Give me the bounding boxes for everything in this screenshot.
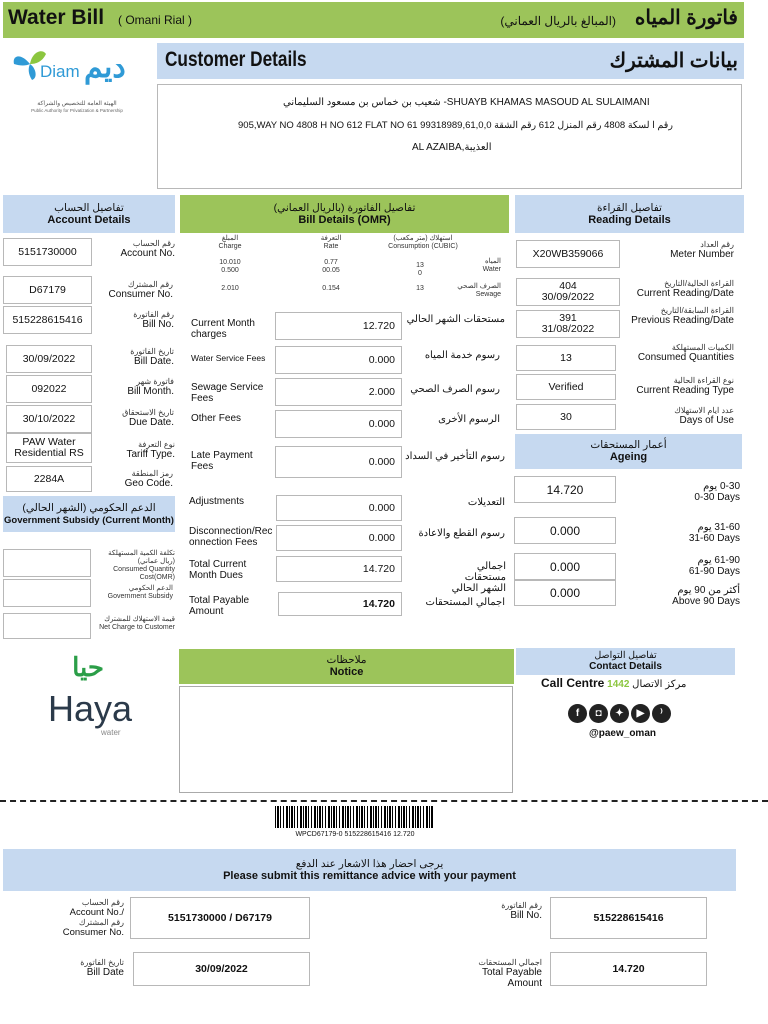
- water-rate: 0.77 00.05: [322, 259, 340, 274]
- other-fees-value: 0.000: [275, 410, 402, 438]
- contact-title-ar: تفاصيل التواصل: [594, 649, 657, 661]
- meter-number-value: X20WB359066: [516, 240, 620, 268]
- water-charge: 10.010 0.500: [219, 259, 241, 274]
- previous-reading-label: القراءة السابقة/التاريخ Previous Reading/Date: [631, 306, 734, 326]
- consumer-number-value: D67179: [3, 276, 92, 304]
- sewage-service-fees-value: 2.000: [275, 378, 402, 406]
- customer-area-line: [412, 142, 492, 153]
- remit-total-label: اجمالي المستحقات Total Payable Amount: [478, 958, 542, 989]
- disconnection-fees-label: Disconnection/Reconnection Fees: [189, 526, 273, 548]
- customer-address-line: [238, 120, 673, 131]
- remit-bill-no-value: 515228615416: [550, 897, 707, 939]
- reading-type-value: Verified: [516, 374, 616, 400]
- currency-label: ( Omani Rial ): [118, 13, 193, 27]
- customer-name-line: [283, 97, 650, 108]
- geo-code-label: رمز المنطقة Geo Code.: [124, 469, 173, 489]
- haya-logo: [3, 646, 175, 756]
- sewage-service-fees-label-ar: رسوم الصرف الصحي: [410, 384, 500, 395]
- customer-address: 905,WAY NO 4808 H NO 612 FLAT NO 61: [238, 120, 418, 131]
- meter-number-label: رقم العداد Meter Number: [670, 240, 734, 260]
- consumed-quantities-value: 13: [516, 345, 616, 371]
- consumer-number-label: رقم المشترك Consumer No.: [108, 280, 173, 300]
- disconnection-fees-value: 0.000: [276, 525, 402, 551]
- total-payable-label-ar: اجمالي المستحقات: [425, 597, 505, 608]
- ageing-header: [515, 434, 742, 469]
- instagram-icon[interactable]: ◘: [589, 704, 608, 723]
- sewage-consumption: 13: [416, 285, 424, 292]
- current-reading-value: 404 30/09/2022: [516, 278, 620, 306]
- ageing-0-30-label: 0-30 يوم 0-30 Days: [694, 481, 740, 503]
- remit-bill-date-value: 30/09/2022: [133, 952, 310, 986]
- customer-title-ar: بيانات المشترك: [609, 50, 738, 72]
- call-centre-label-ar: مركز الاتصال: [632, 679, 687, 690]
- diam-name: Diam: [40, 62, 80, 81]
- bill-col-consumption: استهلاك (متر مكعب) Consumption (CUBIC): [388, 235, 458, 250]
- bill-month-label: فاتورة شهر Bill Month.: [127, 377, 174, 397]
- diam-name-ar: ديم: [84, 51, 126, 84]
- haya-name: Haya: [47, 688, 133, 729]
- days-of-use-value: 30: [516, 404, 616, 430]
- days-of-use-label: عدد ايام الاستهلاك Days of Use: [674, 406, 734, 426]
- reading-title: Reading Details: [588, 213, 671, 226]
- subsidy-net-label: قيمة الاستهلاك للمشترك Net Charge to Customer: [99, 616, 175, 631]
- tariff-type-value: PAW Water Residential RS: [6, 433, 92, 463]
- rss-icon[interactable]: ⁾: [652, 704, 671, 723]
- bill-col-charge: المبلغ Charge: [218, 235, 242, 250]
- current-month-charges-label: Current Month charges: [191, 318, 255, 340]
- adjustments-label-ar: التعديلات: [467, 497, 505, 508]
- facebook-icon[interactable]: f: [568, 704, 587, 723]
- subsidy-title-ar: الدعم الحكومي (الشهر الحالي): [22, 501, 156, 514]
- call-centre-number[interactable]: 1442: [607, 679, 630, 690]
- remit-account-value: 5151730000 / D67179: [130, 897, 310, 939]
- remittance-title: Please submit this remittance advice with your payment: [223, 869, 516, 882]
- current-reading-label: القراءة الحالية/التاريخ Current Reading/Date: [636, 279, 734, 299]
- customer-name-ar: شعيب بن خماس بن مسعود السليماني: [283, 97, 441, 108]
- customer-title: Customer Details: [165, 48, 307, 71]
- diam-tagline: Public Authority for Privatization & Partnership: [31, 108, 123, 113]
- remit-bill-no-label: رقم الفاتورة Bill No.: [501, 901, 542, 921]
- water-consumption: 13 0: [416, 262, 424, 277]
- ageing-title-ar: أعمار المستحقات: [590, 439, 667, 451]
- bill-month-value: 092022: [6, 375, 92, 403]
- current-month-charges-value: 12.720: [275, 312, 402, 340]
- account-header: [3, 195, 175, 233]
- ageing-61-90-value: 0.000: [514, 553, 616, 580]
- subsidy-header: [3, 496, 175, 532]
- subsidy-net-value: [3, 613, 91, 639]
- contact-header: [516, 648, 735, 675]
- other-fees-label-ar: الرسوم الأخرى: [438, 414, 500, 425]
- consumed-quantities-label: الكميات المستهلكة Consumed Quantities: [637, 343, 734, 363]
- subsidy-government-value: [3, 579, 91, 607]
- customer-address-ar: رقم ا لسكة 4808 رقم المنزل 612 رقم الشقة 99318989,61,0,0: [420, 120, 673, 131]
- due-date-label: تاريخ الاستحقاق Due Date.: [122, 408, 174, 428]
- sewage-charge: 2.010: [221, 285, 239, 292]
- total-payable-label: Total Payable Amount: [189, 595, 250, 617]
- reading-type-label: نوع القراءة الحالية Current Reading Type: [636, 376, 734, 396]
- total-current-month-label: Total Current Month Dues: [189, 559, 247, 581]
- late-payment-fees-value: 0.000: [275, 446, 402, 478]
- adjustments-value: 0.000: [276, 495, 402, 521]
- diam-logo: [4, 44, 151, 132]
- sewage-rate: 0.154: [322, 285, 340, 292]
- total-current-month-value: 14.720: [276, 556, 402, 582]
- water-service-fees-label-ar: رسوم خدمة المياه: [424, 350, 500, 361]
- adjustments-label: Adjustments: [189, 496, 245, 507]
- page-title-ar: فاتورة المياه: [634, 7, 738, 29]
- due-date-value: 30/10/2022: [6, 405, 92, 433]
- customer-area: AL AZAIBA,: [412, 142, 465, 153]
- total-payable-value: 14.720: [278, 592, 402, 616]
- sewage-row-label: الصرف الصحي Sewage: [457, 283, 501, 298]
- bill-col-rate: التعرفة Rate: [320, 235, 342, 250]
- water-service-fees-value: 0.000: [275, 346, 402, 374]
- reading-header: [515, 195, 744, 233]
- account-number-value: 5151730000: [3, 238, 92, 266]
- notice-title: Notice: [329, 666, 364, 678]
- sewage-service-fees-label: Sewage Service Fees: [191, 382, 264, 404]
- ageing-above-90-value: 0.000: [514, 580, 616, 606]
- page-title: Water Bill: [8, 6, 105, 29]
- account-title: Account Details: [47, 213, 131, 226]
- twitter-icon[interactable]: ✦: [610, 704, 629, 723]
- call-centre-line: [541, 676, 686, 690]
- bill-header: [180, 195, 509, 233]
- other-fees-label: Other Fees: [191, 413, 242, 424]
- bill-number-label: رقم الفاتورة Bill No.: [133, 310, 174, 330]
- social-icons: [567, 704, 672, 723]
- haya-sub: water: [101, 728, 121, 737]
- ageing-title: Ageing: [609, 451, 648, 463]
- bill-date-label: تاريخ الفاتورة Bill Date.: [130, 347, 174, 367]
- water-service-fees-label: Water Service Fees: [191, 353, 266, 363]
- total-current-month-label-ar: اجمالي مستحقات الشهر الحالي: [451, 561, 506, 594]
- ageing-31-60-label: 31-60 يوم 31-60 Days: [688, 522, 740, 544]
- disconnection-fees-label-ar: رسوم القطع والاعادة: [418, 528, 505, 539]
- subsidy-consumed-label: تكلفة الكمية المستهلكة (ريال عماني) Consumed Quantity Cost(OMR): [108, 550, 175, 581]
- contact-title: Contact Details: [589, 660, 662, 672]
- remittance-title-ar: يرجى احضار هذا الاشعار عند الدفع: [295, 857, 444, 870]
- late-payment-fees-label: Late Payment Fees: [191, 450, 253, 472]
- subsidy-consumed-value: [3, 549, 91, 577]
- remit-account-label: رقم الحساب Account No./ رقم المشترك Consumer No.: [62, 898, 124, 938]
- ageing-above-90-label: أكثر من 90 يوم Above 90 Days: [672, 585, 740, 607]
- currency-label-ar: (المبالغ بالريال العماني): [500, 14, 616, 28]
- remit-total-value: 14.720: [550, 952, 707, 986]
- previous-reading-value: 391 31/08/2022: [516, 310, 620, 338]
- customer-area-ar: العذيبة: [464, 142, 492, 153]
- current-month-charges-label-ar: مستحقات الشهر الحالي: [406, 314, 505, 325]
- bill-title-ar: تفاصيل الفاتورة (بالريال العماني): [273, 201, 416, 214]
- social-handle[interactable]: @paew_oman: [589, 728, 656, 739]
- call-centre-label: Call Centre: [541, 676, 605, 690]
- perforation-line: [0, 800, 768, 802]
- bill-number-value: 515228615416: [3, 306, 92, 334]
- notice-title-ar: ملاحظات: [326, 654, 367, 666]
- ageing-61-90-label: 61-90 يوم 61-90 Days: [688, 555, 740, 577]
- late-payment-fees-label-ar: رسوم التأخير في السداد: [405, 451, 505, 462]
- ageing-0-30-value: 14.720: [514, 476, 616, 503]
- bill-date-value: 30/09/2022: [6, 345, 92, 373]
- ageing-31-60-value: 0.000: [514, 517, 616, 544]
- geo-code-value: 2284A: [6, 466, 92, 492]
- account-title-ar: تفاصيل الحساب: [54, 201, 124, 214]
- youtube-icon[interactable]: ▶: [631, 704, 650, 723]
- bill-title: Bill Details (OMR): [298, 213, 391, 226]
- reading-title-ar: تفاصيل القراءة: [597, 201, 662, 214]
- barcode: [275, 806, 433, 828]
- customer-name: -SHUAYB KHAMAS MASOUD AL SULAIMANI: [443, 97, 650, 108]
- notice-box: [179, 686, 513, 793]
- account-number-label: رقم الحساب Account No.: [120, 239, 175, 259]
- haya-name-ar: حيا: [72, 652, 104, 682]
- remit-bill-date-label: تاريخ الفاتورة Bill Date: [80, 958, 124, 978]
- tariff-type-label: نوع التعرفة Tariff Type.: [126, 440, 175, 460]
- remittance-header: [3, 849, 736, 891]
- diam-tagline-ar: الهيئة العامة للتخصيص والشراكة: [37, 101, 117, 107]
- header-bar: [3, 2, 744, 38]
- water-row-label: المياه Water: [482, 258, 501, 273]
- subsidy-title: Government Subsidy (Current Month): [4, 514, 174, 526]
- notice-header: [179, 649, 514, 684]
- subsidy-government-label: الدعم الحكومي Government Subsidy: [107, 585, 173, 600]
- barcode-text: WPCD67179-0 515228615416 12.720: [295, 831, 415, 838]
